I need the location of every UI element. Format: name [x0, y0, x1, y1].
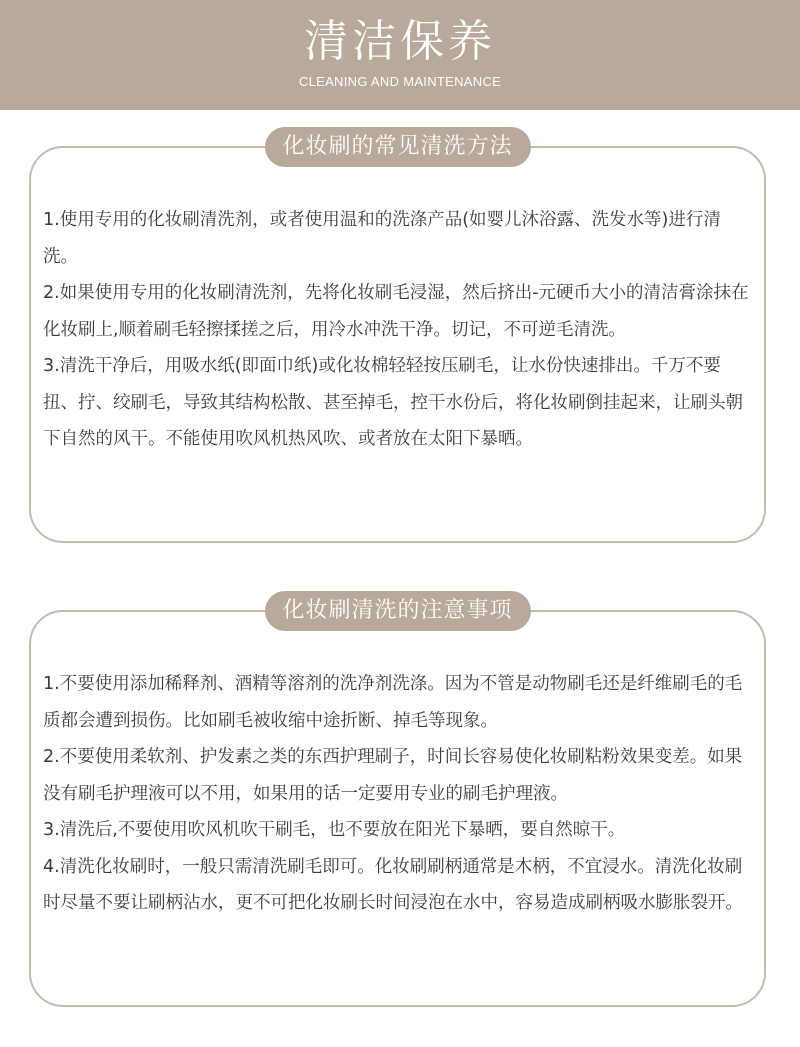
cleaning-methods-body	[43, 202, 752, 458]
method-paragraph: 2.如果使用专用的化妆刷清洗剂，先将化妆刷毛浸湿，然后挤出-元硬币大小的清洁膏涂抹在化妆刷上,顺着刷毛轻擦揉搓之后，用冷水冲洗干净。切记，不可逆毛清洗。	[43, 283, 749, 340]
note-paragraph: 3.清洗后,不要使用吹风机吹干刷毛，也不要放在阳光下暴晒，要自然晾干。	[43, 820, 626, 840]
page-title: 清洁保养	[304, 16, 496, 67]
method-paragraph: 3.清洗干净后，用吸水纸(即面巾纸)或化妆棉轻轻按压刷毛，让水份快速排出。千万不要扭、拧、绞刷毛，导致其结构松散、甚至掉毛，控干水份后，将化妆刷倒挂起来，让刷头朝下自然的风干。不能使用吹风机热风吹、或者放在太阳下暴晒。	[43, 356, 743, 449]
cleaning-notes-body	[43, 666, 752, 922]
cleaning-notes-card	[29, 598, 766, 1007]
note-paragraph: 2.不要使用柔软剂、护发素之类的东西护理刷子，时间长容易使化妆刷粘粉效果变差。如果没有刷毛护理液可以不用，如果用的话一定要用专业的刷毛护理液。	[43, 747, 743, 804]
cleaning-methods-title: 化妆刷的常见清洗方法	[264, 127, 530, 167]
method-paragraph: 1.使用专用的化妆刷清洗剂，或者使用温和的洗涤产品(如婴儿沐浴露、洗发水等)进行清洗。	[43, 210, 721, 267]
page-header	[0, 0, 800, 110]
cleaning-notes-title: 化妆刷清洗的注意事项	[264, 591, 530, 631]
page-subtitle: CLEANING AND MAINTENANCE	[298, 74, 502, 89]
note-paragraph: 1.不要使用添加稀释剂、酒精等溶剂的洗净剂洗涤。因为不管是动物刷毛还是纤维刷毛的毛质都会遭到损伤。比如刷毛被收缩中途折断、掉毛等现象。	[43, 674, 743, 731]
note-paragraph: 4.清洗化妆刷时，一般只需清洗刷毛即可。化妆刷刷柄通常是木柄，不宜浸水。清洗化妆刷时尽量不要让刷柄沾水，更不可把化妆刷长时间浸泡在水中，容易造成刷柄吸水膨胀裂开。	[43, 856, 743, 913]
cleaning-methods-card	[29, 134, 766, 543]
